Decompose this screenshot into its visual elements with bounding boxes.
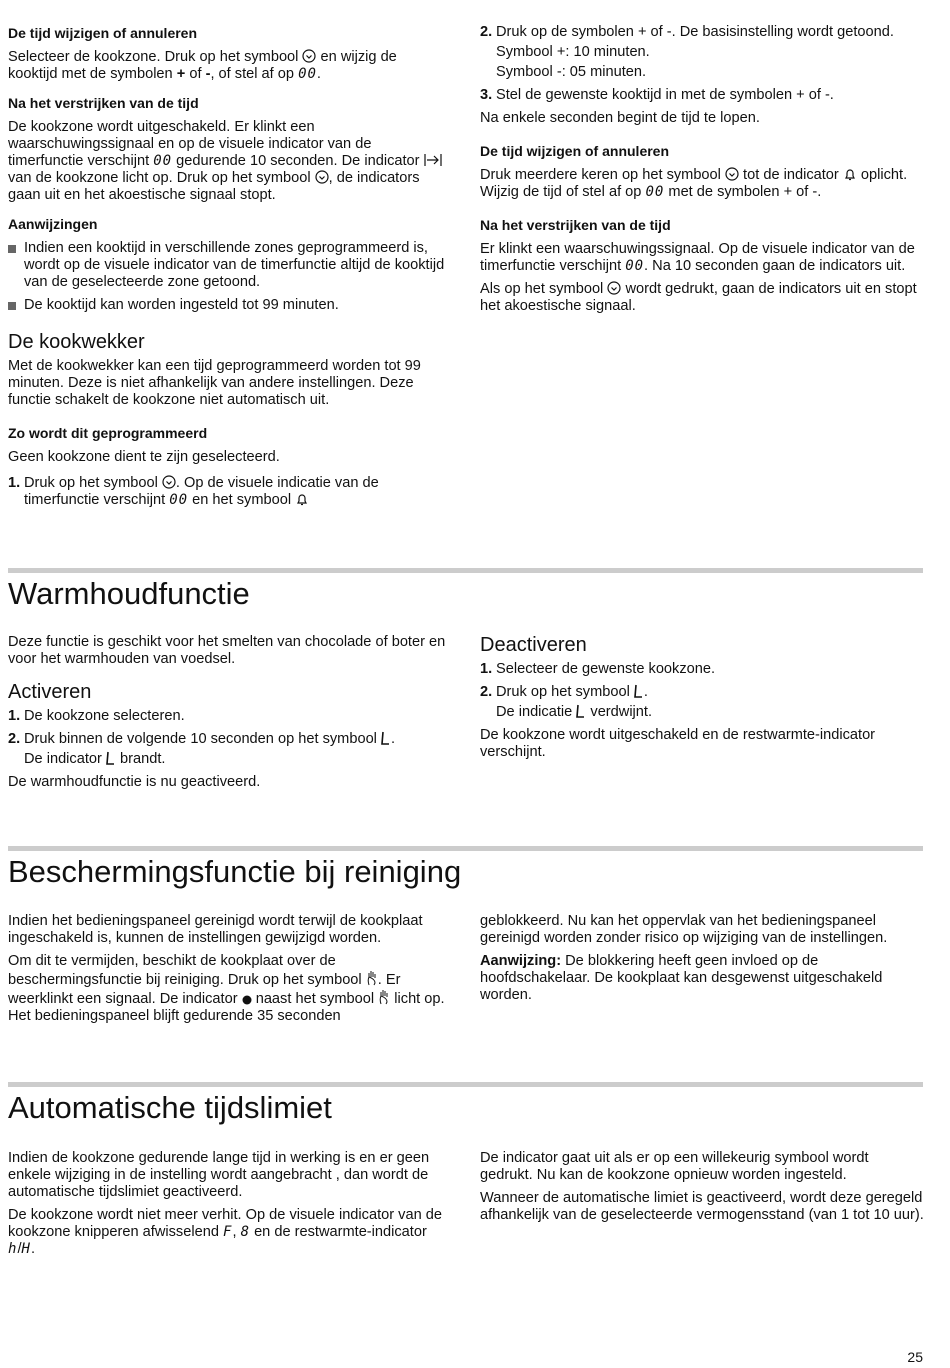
segment-display-00: 00 bbox=[625, 258, 645, 274]
para-bescherm-2: Om dit te vermijden, beschikt de kookplaat over de beschermingsfunctie bij reiniging. Druk op het symbool . Er weerklinkt een signaal. De indicator naast het symbool licht op. Het bedieningspaneel blijft gedurende 35 seconden bbox=[8, 953, 445, 1024]
para-tijd-wijzigen: Druk meerdere keren op het symbool tot de indicator oplicht. Wijzig de tijd of stel af op 00 met de symbolen + of -. bbox=[480, 167, 908, 200]
para-auto-3: De indicator gaat uit als er op een willekeurig symbool wordt gedrukt. Nu kan de kookzone opnieuw worden ingesteld. bbox=[480, 1150, 869, 1183]
timer-icon bbox=[607, 281, 621, 295]
bell-icon bbox=[295, 492, 309, 506]
symbol-plus-line: Symbool +: 10 minuten. bbox=[496, 44, 650, 60]
section-title-warmhoudfunctie: Warmhoudfunctie bbox=[8, 576, 250, 611]
segment-display-00: 00 bbox=[169, 492, 189, 508]
para-auto-1: Indien de kookzone gedurende lange tijd in werking is en er geen enkele wijziging in de instelling wordt aangebracht , dan wordt de automatische tijdslimiet geactiveerd. bbox=[8, 1150, 430, 1200]
timer-icon bbox=[315, 170, 329, 184]
note-label: Aanwijzing: bbox=[480, 953, 562, 969]
keep-warm-icon bbox=[576, 704, 586, 718]
step-item: 2. Druk op het symbool . bbox=[480, 684, 648, 700]
step-sub-line: De indicatie verdwijnt. bbox=[496, 704, 653, 720]
timer-end-icon bbox=[424, 153, 444, 167]
section-title-automatische-tijdslimiet: Automatische tijdslimiet bbox=[8, 1090, 332, 1125]
heading-deactiveren: Deactiveren bbox=[480, 634, 587, 656]
para-geen-kookzone: Geen kookzone dient te zijn geselecteerd. bbox=[8, 449, 280, 465]
heading-tijd-wijzigen: De tijd wijzigen of annuleren bbox=[480, 143, 670, 159]
warm-right-column bbox=[480, 633, 925, 767]
para-bescherm-1: Indien het bedieningspaneel gereinigd wordt terwijl de kookplaat ingeschakeld is, kunnen de instellingen gewijzigd worden. bbox=[8, 913, 423, 946]
timer-icon bbox=[302, 49, 316, 63]
warm-left-column bbox=[8, 634, 448, 797]
heading-tijd-wijzigen: De tijd wijzigen of annuleren bbox=[8, 25, 198, 41]
step-item: 1. Druk op het symbool . Op de visuele indicatie van de timerfunctie verschijnt 00 en het symbool bbox=[8, 475, 379, 508]
bullet-item: De kooktijd kan worden ingesteld tot 99 minuten. bbox=[8, 297, 448, 314]
section-title-beschermingsfunctie: Beschermingsfunctie bij reiniging bbox=[8, 854, 462, 889]
heading-verstrijken: Na het verstrijken van de tijd bbox=[8, 95, 199, 111]
para-warm-deactivated: De kookzone wordt uitgeschakeld en de restwarmte-indicator verschijnt. bbox=[480, 727, 876, 760]
keep-warm-icon bbox=[381, 731, 391, 745]
heading-programmeren: Zo wordt dit geprogrammeerd bbox=[8, 425, 208, 441]
para-auto-4: Wanneer de automatische limiet is geactiveerd, wordt deze geregeld afhankelijk van de geselecteerde vermogensstand (van 1 tot 10 uur). bbox=[480, 1190, 924, 1223]
para-bescherm-note: Aanwijzing: De blokkering heeft geen invloed op de hoofdschakelaar. De kookplaat kan desgewenst uitgeschakeld worden. bbox=[480, 953, 883, 1003]
auto-left-column bbox=[8, 1150, 448, 1264]
step-item: 2. Druk binnen de volgende 10 seconden op het symbool . bbox=[8, 731, 396, 747]
para-gedrukt: Als op het symbool wordt gedrukt, gaan de indicators uit en stopt het akoestische signaal. bbox=[480, 281, 917, 314]
para-begint: Na enkele seconden begint de tijd te lopen. bbox=[480, 110, 760, 126]
para-warm-activated: De warmhoudfunctie is nu geactiveerd. bbox=[8, 774, 261, 790]
para-kookwekker: Met de kookwekker kan een tijd geprogrammeerd worden tot 99 minuten. Deze is niet afhankelijk van andere instellingen. Deze functie schakelt de kookzone niet automatisch uit. bbox=[8, 358, 421, 408]
wipe-hand-icon bbox=[378, 989, 390, 1005]
step-item: 1. De kookzone selecteren. bbox=[8, 708, 185, 724]
segment-display-8: 8 bbox=[240, 1224, 250, 1240]
top-right-column bbox=[480, 24, 925, 321]
bescherm-right-column bbox=[480, 913, 925, 1010]
para-warm-intro: Deze functie is geschikt voor het smelten van chocolade of boter en voor het warmhouden van voedsel. bbox=[8, 634, 446, 667]
wipe-hand-icon bbox=[366, 970, 378, 986]
heading-kookwekker: De kookwekker bbox=[8, 331, 145, 353]
step-sub-line: De indicator brandt. bbox=[24, 751, 166, 767]
keep-warm-icon bbox=[634, 684, 644, 698]
heading-verstrijken: Na het verstrijken van de tijd bbox=[480, 217, 671, 233]
section-divider bbox=[8, 568, 923, 573]
segment-display-00: 00 bbox=[153, 153, 173, 169]
para-bescherm-3: geblokkeerd. Nu kan het oppervlak van het bedieningspaneel gereinigd worden zonder risico op wijziging van de instellingen. bbox=[480, 913, 888, 946]
heading-aanwijzingen: Aanwijzingen bbox=[8, 216, 98, 232]
para-tijd-wijzigen: Selecteer de kookzone. Druk op het symbool en wijzig de kooktijd met de symbolen + of -, of stel af op 00. bbox=[8, 49, 397, 82]
step-item: 1. Selecteer de gewenste kookzone. bbox=[480, 661, 716, 677]
bell-icon bbox=[843, 167, 857, 181]
timer-icon bbox=[162, 475, 176, 489]
para-verstrijken: Er klinkt een waarschuwingssignaal. Op de visuele indicator van de timerfunctie verschijnt 00. Na 10 seconden gaan de indicators uit. bbox=[480, 241, 915, 274]
bullet-item: Indien een kooktijd in verschillende zones geprogrammeerd is, wordt op de visuele indicator van de timerfunctie altijd de kooktijd van de geselecteerde zone getoond. bbox=[8, 240, 448, 291]
bescherm-left-column bbox=[8, 913, 448, 1031]
keep-warm-icon bbox=[106, 751, 116, 765]
step-item: 2. Druk op de symbolen + of -. De basisinstelling wordt getoond. bbox=[480, 24, 894, 40]
timer-icon bbox=[725, 167, 739, 181]
segment-display-H: H bbox=[21, 1241, 31, 1257]
top-left-column bbox=[8, 25, 448, 515]
section-divider bbox=[8, 1082, 923, 1087]
auto-right-column bbox=[480, 1150, 925, 1230]
segment-display-00: 00 bbox=[298, 66, 317, 82]
step-item: 3. Stel de gewenste kooktijd in met de symbolen + of -. bbox=[480, 87, 834, 103]
section-divider bbox=[8, 846, 923, 851]
segment-display-00: 00 bbox=[645, 184, 665, 200]
segment-display-F: F bbox=[223, 1224, 233, 1240]
heading-activeren: Activeren bbox=[8, 681, 92, 703]
page-number: 25 bbox=[907, 1349, 923, 1365]
para-auto-2: De kookzone wordt niet meer verhit. Op de visuele indicator van de kookzone knipperen afwisselend F, 8 en de restwarmte-indicator h/H. bbox=[8, 1207, 442, 1257]
para-verstrijken: De kookzone wordt uitgeschakeld. Er klinkt een waarschuwingssignaal en op de visuele indicator van de timerfunctie verschijnt 00 gedurende 10 seconden. De indicator van de kookzone licht op. Druk op het symbool , de indicators gaan uit en het akoestische signaal stopt. bbox=[8, 119, 448, 204]
dot-indicator-icon bbox=[242, 995, 252, 1005]
symbol-minus-line: Symbool -: 05 minuten. bbox=[496, 64, 647, 80]
segment-display-h: h bbox=[8, 1241, 18, 1257]
